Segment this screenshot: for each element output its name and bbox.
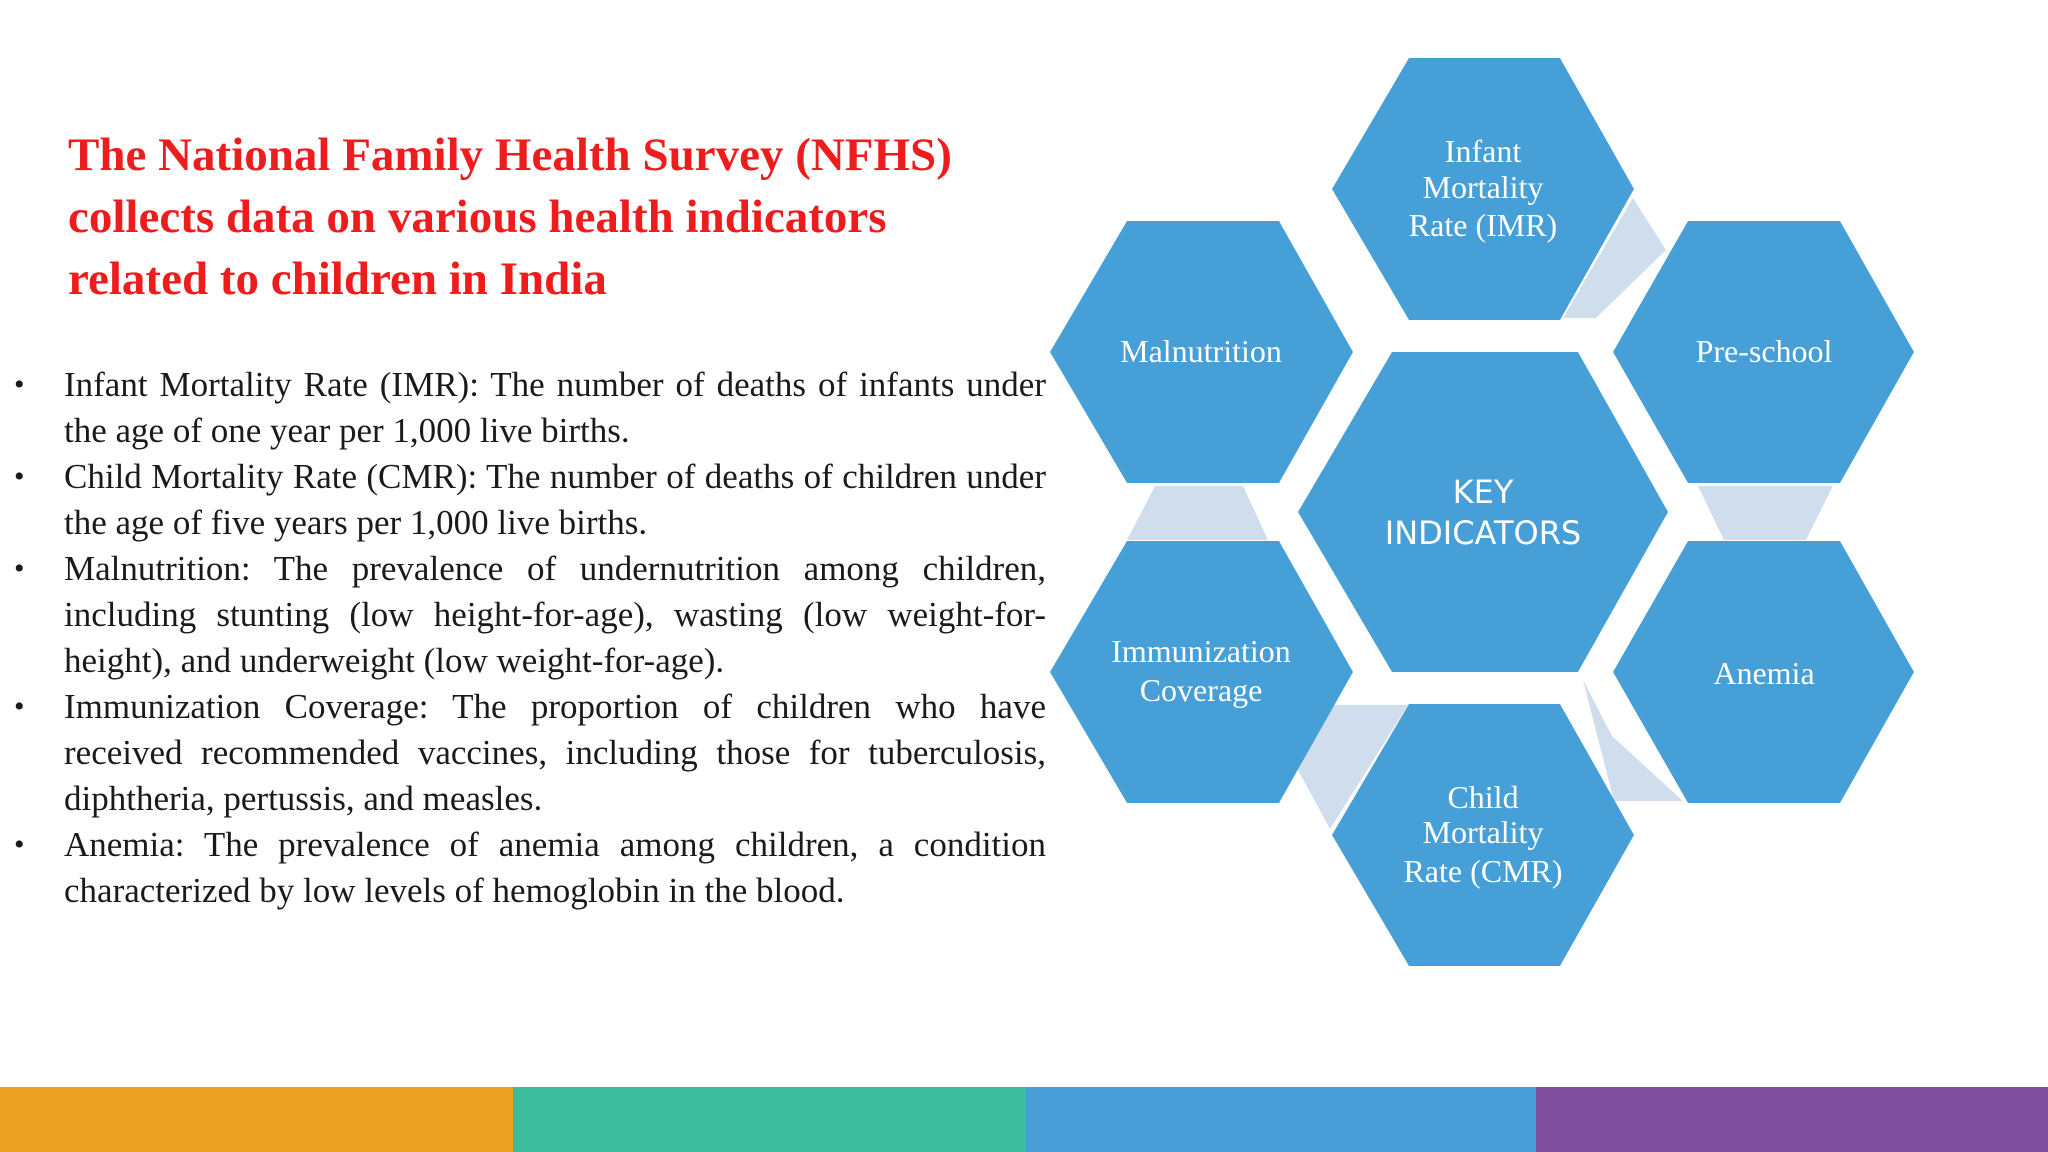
connector-preschool-anemia [1698, 486, 1833, 540]
hex-center [1298, 352, 1668, 672]
title-line-2: collects data on various health indicators [68, 191, 887, 243]
child-label-3: Rate (CMR) [1403, 853, 1563, 889]
bullet-marker: • [14, 828, 25, 861]
footer-segment-teal [513, 1087, 1026, 1152]
footer-color-bar [0, 1087, 2048, 1152]
bullet-marker: • [14, 552, 25, 585]
title-line-3: related to children in India [68, 253, 607, 305]
footer-segment-orange [0, 1087, 513, 1152]
infant-label-1: Infant [1444, 133, 1522, 169]
preschool-label: Pre-school [1695, 333, 1833, 369]
bullet-text: Malnutrition: The prevalence of undernutrition among children, including stunting (low height-for-age), wasting (low weight-for-height), and underweight (low weight-for-age). [64, 549, 1046, 680]
bullet-marker: • [14, 368, 25, 401]
center-label-2: INDICATORS [1384, 514, 1582, 552]
title-line-1: The National Family Health Survey (NFHS) [68, 129, 952, 181]
immunization-label-2: Coverage [1139, 672, 1263, 708]
bullet-text: Infant Mortality Rate (IMR): The number of deaths of infants under the age of one year per 1,000 live births. [64, 365, 1046, 450]
child-label-2: Mortality [1422, 814, 1544, 850]
footer-segment-blue [1026, 1087, 1536, 1152]
infant-label-2: Mortality [1422, 169, 1544, 205]
footer-segment-purple [1536, 1087, 2048, 1152]
connector-immunization-malnutrition [1127, 486, 1268, 540]
immunization-label-1: Immunization [1111, 633, 1291, 669]
infant-label-3: Rate (IMR) [1408, 207, 1558, 243]
bullet-text: Anemia: The prevalence of anemia among children, a condition characterized by low levels of hemoglobin in the blood. [64, 825, 1046, 910]
bullet-marker: • [14, 460, 25, 493]
bullet-text: Child Mortality Rate (CMR): The number of deaths of children under the age of five years per 1,000 live births. [64, 457, 1046, 542]
child-label-1: Child [1447, 779, 1519, 815]
bullet-marker: • [14, 690, 25, 723]
anemia-label: Anemia [1713, 655, 1815, 691]
malnutrition-label: Malnutrition [1120, 333, 1282, 369]
center-label-1: KEY [1452, 473, 1514, 511]
bullet-text: Immunization Coverage: The proportion of children who have received recommended vaccines, including those for tuberculosis, diphtheria, pertussis, and measles. [64, 687, 1046, 818]
